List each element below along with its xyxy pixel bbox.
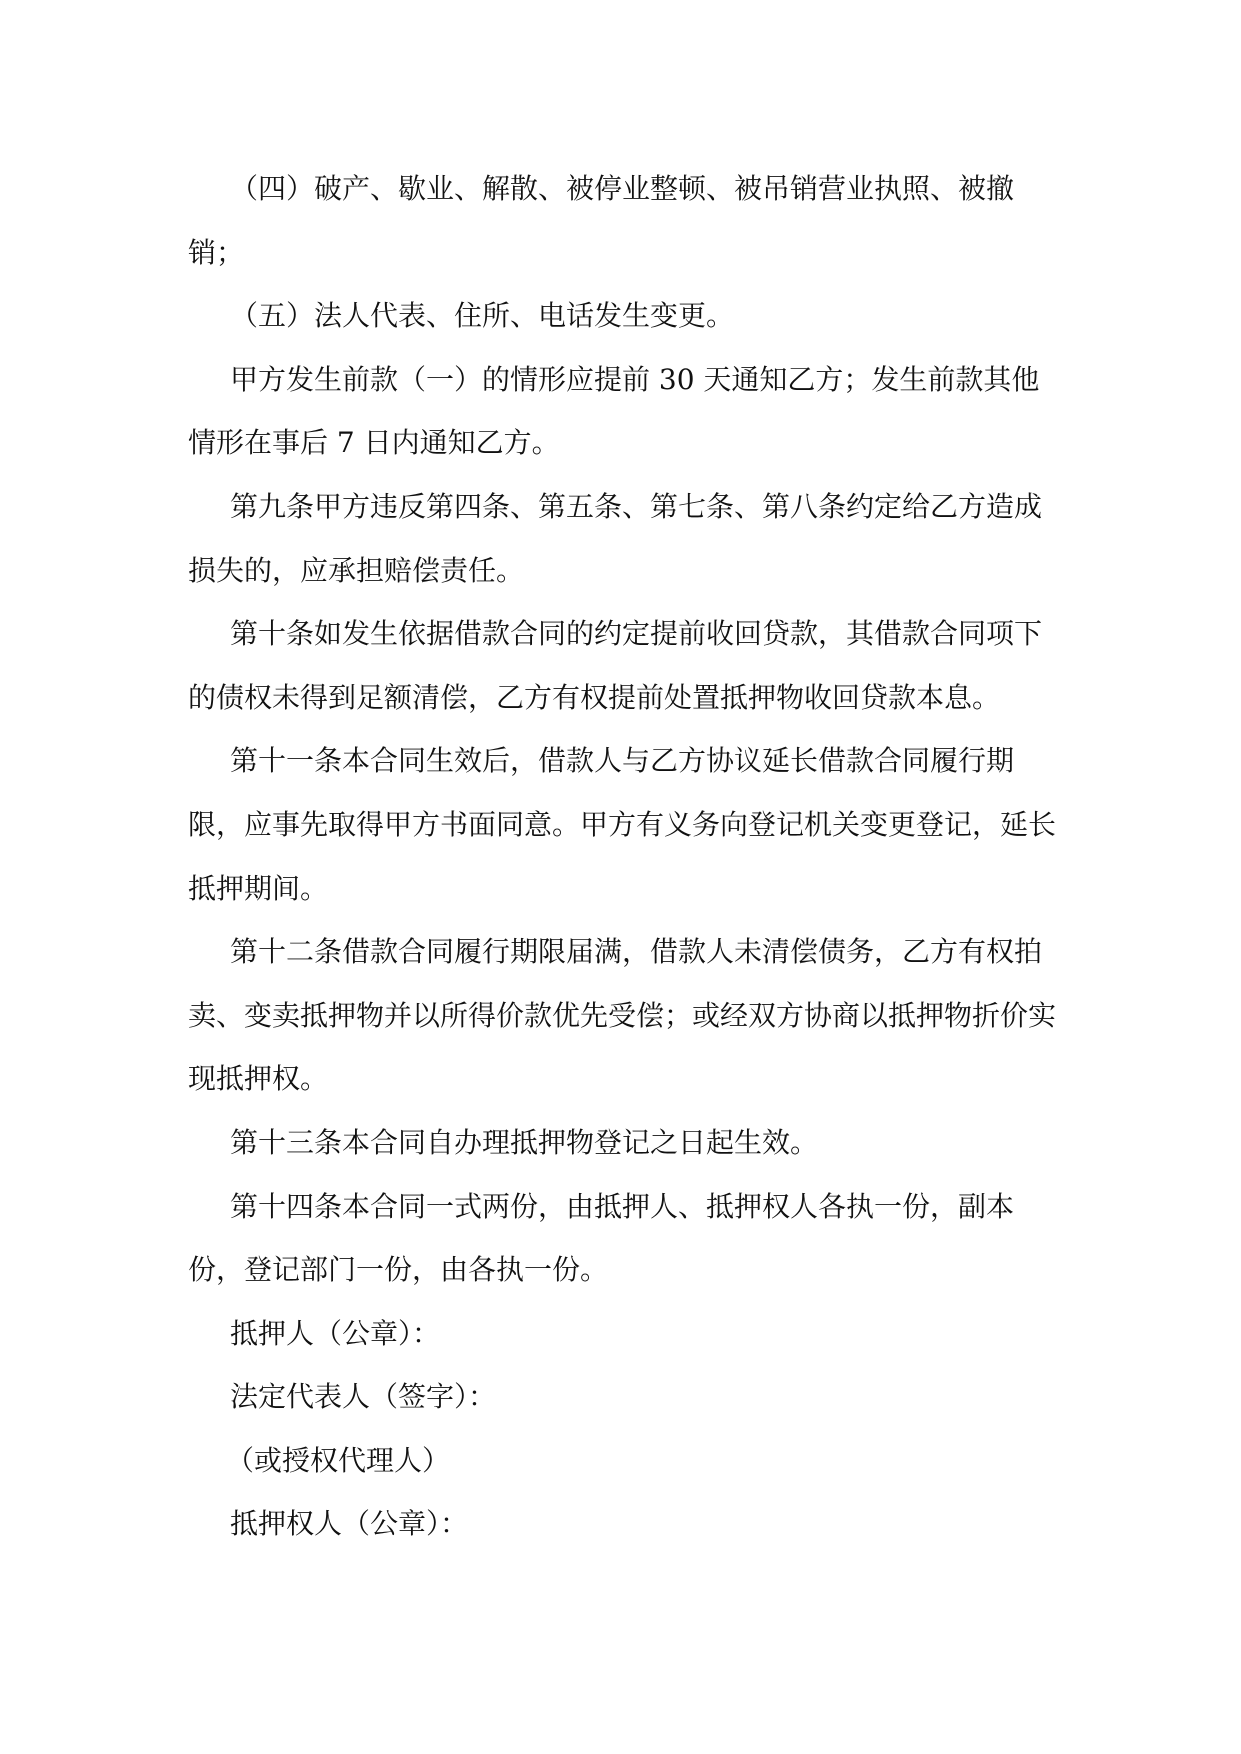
paragraph-article-12: 第十二条借款合同履行期限届满，借款人未清偿债务，乙方有权拍卖、变卖抵押物并以所得价款优先受偿；或经双方协商以抵押物折价实现抵押权。	[188, 935, 1057, 1096]
paragraph-notice: 甲方发生前款（一）的情形应提前 30 天通知乙方；发生前款其他情形在事后 7 日内通知乙方。	[188, 362, 1040, 460]
paragraph-item-5: （五）法人代表、住所、电话发生变更。	[230, 299, 735, 333]
paragraph-article-14: 第十四条本合同一式两份，由抵押人、抵押权人各执一份，副本份，登记部门一份，由各执一份。	[188, 1189, 1015, 1287]
signature-legal-representative: 法定代表人（签字）：	[230, 1380, 497, 1414]
paragraph-article-9: 第九条甲方违反第四条、第五条、第七条、第八条约定给乙方造成损失的，应承担赔偿责任。	[188, 489, 1043, 587]
signature-mortgagor: 抵押人（公章）：	[230, 1316, 441, 1350]
signature-mortgagee: 抵押权人（公章）：	[230, 1507, 469, 1541]
signature-authorized-agent: （或授权代理人）	[226, 1443, 451, 1477]
paragraph-item-4: （四）破产、歇业、解散、被停业整顿、被吊销营业执照、被撤销；	[188, 172, 1015, 269]
paragraph-article-13: 第十三条本合同自办理抵押物登记之日起生效。	[230, 1125, 819, 1159]
paragraph-article-11: 第十一条本合同生效后，借款人与乙方协议延长借款合同履行期限，应事先取得甲方书面同意。甲方有义务向登记机关变更登记，延长抵押期间。	[188, 744, 1057, 905]
paragraph-article-10: 第十条如发生依据借款合同的约定提前收回贷款，其借款合同项下的债权未得到足额清偿，乙方有权提前处置抵押物收回贷款本息。	[188, 617, 1043, 714]
document-body	[188, 157, 1058, 1556]
